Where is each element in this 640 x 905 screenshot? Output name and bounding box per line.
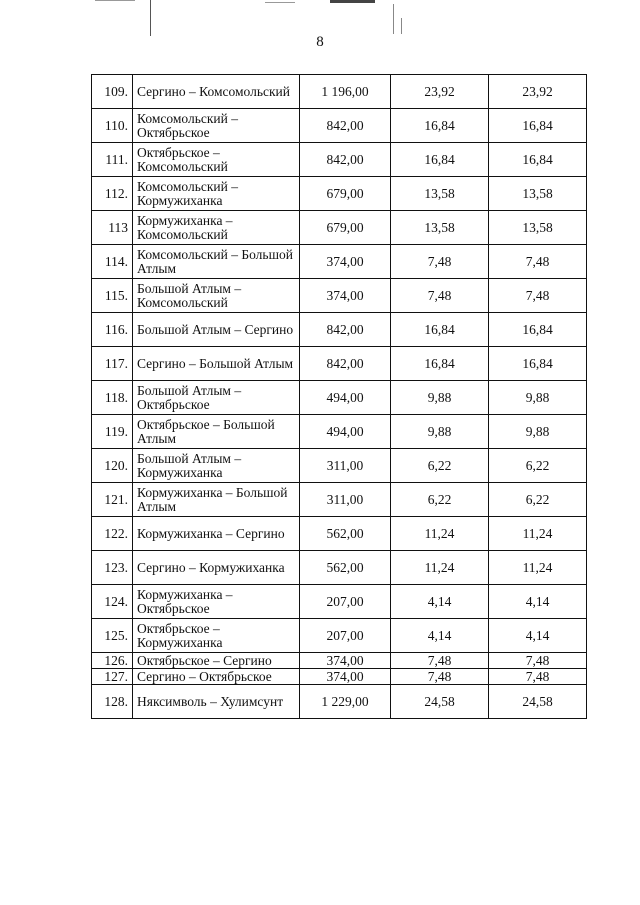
tariff-value-cell: 23,92 [489,75,587,109]
tariff-value-cell: 4,14 [391,585,489,619]
row-number-cell: 113 [92,211,133,245]
tariff-value-cell: 562,00 [300,551,391,585]
row-number-cell: 111. [92,143,133,177]
tariff-value-cell: 842,00 [300,347,391,381]
tariff-value-cell: 11,24 [489,517,587,551]
row-number-cell: 115. [92,279,133,313]
tariff-value-cell: 16,84 [489,143,587,177]
table-row [92,347,587,381]
route-cell: Октябрьское – Комсомольский [133,143,300,177]
tariff-value-cell: 374,00 [300,669,391,685]
table-row [92,483,587,517]
tariff-value-cell: 1 196,00 [300,75,391,109]
tariff-value-cell: 24,58 [489,685,587,719]
table-row [92,211,587,245]
tariff-value-cell: 311,00 [300,483,391,517]
tariff-value-cell: 374,00 [300,653,391,669]
tariff-value-cell: 13,58 [391,211,489,245]
scan-artifact [393,4,394,34]
row-number-cell: 123. [92,551,133,585]
scan-artifact [150,0,151,36]
route-cell: Комсомольский – Большой Атлым [133,245,300,279]
tariff-table [91,74,587,719]
tariff-value-cell: 11,24 [489,551,587,585]
table-row [92,415,587,449]
tariff-value-cell: 13,58 [489,211,587,245]
route-cell: Кормужиханка – Комсомольский [133,211,300,245]
tariff-value-cell: 7,48 [489,653,587,669]
tariff-value-cell: 7,48 [489,669,587,685]
page-number: 8 [316,34,324,50]
table-row [92,449,587,483]
table-row [92,313,587,347]
tariff-value-cell: 207,00 [300,585,391,619]
tariff-value-cell: 311,00 [300,449,391,483]
row-number-cell: 112. [92,177,133,211]
row-number-cell: 116. [92,313,133,347]
scan-artifact [95,0,135,1]
tariff-value-cell: 207,00 [300,619,391,653]
tariff-value-cell: 11,24 [391,551,489,585]
table-row [92,653,587,669]
table-row [92,279,587,313]
tariff-value-cell: 842,00 [300,313,391,347]
tariff-value-cell: 6,22 [489,449,587,483]
tariff-value-cell: 7,48 [489,245,587,279]
row-number-cell: 128. [92,685,133,719]
tariff-value-cell: 842,00 [300,109,391,143]
tariff-value-cell: 374,00 [300,245,391,279]
table-row [92,109,587,143]
route-cell: Большой Атлым – Сергино [133,313,300,347]
tariff-value-cell: 374,00 [300,279,391,313]
row-number-cell: 121. [92,483,133,517]
tariff-value-cell: 7,48 [391,279,489,313]
scan-artifact [330,0,375,3]
row-number-cell: 120. [92,449,133,483]
route-cell: Кормужиханка – Большой Атлым [133,483,300,517]
table-row [92,245,587,279]
tariff-value-cell: 7,48 [391,245,489,279]
table-row [92,685,587,719]
tariff-value-cell: 16,84 [489,313,587,347]
tariff-value-cell: 24,58 [391,685,489,719]
tariff-value-cell: 16,84 [489,347,587,381]
tariff-value-cell: 7,48 [489,279,587,313]
route-cell: Сергино – Кормужиханка [133,551,300,585]
route-cell: Сергино – Комсомольский [133,75,300,109]
tariff-value-cell: 1 229,00 [300,685,391,719]
tariff-value-cell: 9,88 [489,381,587,415]
tariff-value-cell: 13,58 [489,177,587,211]
tariff-value-cell: 16,84 [391,143,489,177]
tariff-value-cell: 6,22 [391,483,489,517]
route-cell: Большой Атлым – Кормужиханка [133,449,300,483]
tariff-value-cell: 679,00 [300,177,391,211]
route-cell: Большой Атлым – Октябрьское [133,381,300,415]
tariff-value-cell: 679,00 [300,211,391,245]
scan-artifact [265,2,295,3]
row-number-cell: 119. [92,415,133,449]
tariff-value-cell: 7,48 [391,669,489,685]
table-row [92,177,587,211]
table-row [92,143,587,177]
route-cell: Кормужиханка – Сергино [133,517,300,551]
tariff-value-cell: 23,92 [391,75,489,109]
tariff-value-cell: 13,58 [391,177,489,211]
tariff-value-cell: 9,88 [391,415,489,449]
route-cell: Октябрьское – Большой Атлым [133,415,300,449]
tariff-value-cell: 9,88 [391,381,489,415]
route-cell: Няксимволь – Хулимсунт [133,685,300,719]
route-cell: Октябрьское – Сергино [133,653,300,669]
tariff-value-cell: 494,00 [300,415,391,449]
tariff-value-cell: 494,00 [300,381,391,415]
table-row [92,551,587,585]
tariff-value-cell: 16,84 [391,347,489,381]
row-number-cell: 118. [92,381,133,415]
row-number-cell: 122. [92,517,133,551]
table-row [92,619,587,653]
tariff-value-cell: 16,84 [391,109,489,143]
tariff-value-cell: 16,84 [391,313,489,347]
table-row [92,381,587,415]
tariff-value-cell: 11,24 [391,517,489,551]
scan-artifact [401,18,402,34]
table-row [92,517,587,551]
route-cell: Комсомольский – Октябрьское [133,109,300,143]
route-cell: Большой Атлым – Комсомольский [133,279,300,313]
row-number-cell: 110. [92,109,133,143]
table-row [92,75,587,109]
row-number-cell: 117. [92,347,133,381]
table-row [92,669,587,685]
table-row [92,585,587,619]
row-number-cell: 125. [92,619,133,653]
row-number-cell: 124. [92,585,133,619]
tariff-value-cell: 4,14 [391,619,489,653]
row-number-cell: 127. [92,669,133,685]
route-cell: Комсомольский – Кормужиханка [133,177,300,211]
row-number-cell: 109. [92,75,133,109]
tariff-value-cell: 9,88 [489,415,587,449]
route-cell: Сергино – Большой Атлым [133,347,300,381]
route-cell: Кормужиханка – Октябрьское [133,585,300,619]
tariff-value-cell: 6,22 [391,449,489,483]
tariff-value-cell: 7,48 [391,653,489,669]
tariff-value-cell: 4,14 [489,619,587,653]
tariff-value-cell: 842,00 [300,143,391,177]
row-number-cell: 126. [92,653,133,669]
row-number-cell: 114. [92,245,133,279]
tariff-value-cell: 16,84 [489,109,587,143]
route-cell: Октябрьское – Кормужиханка [133,619,300,653]
tariff-value-cell: 562,00 [300,517,391,551]
tariff-value-cell: 4,14 [489,585,587,619]
tariff-value-cell: 6,22 [489,483,587,517]
route-cell: Сергино – Октябрьское [133,669,300,685]
